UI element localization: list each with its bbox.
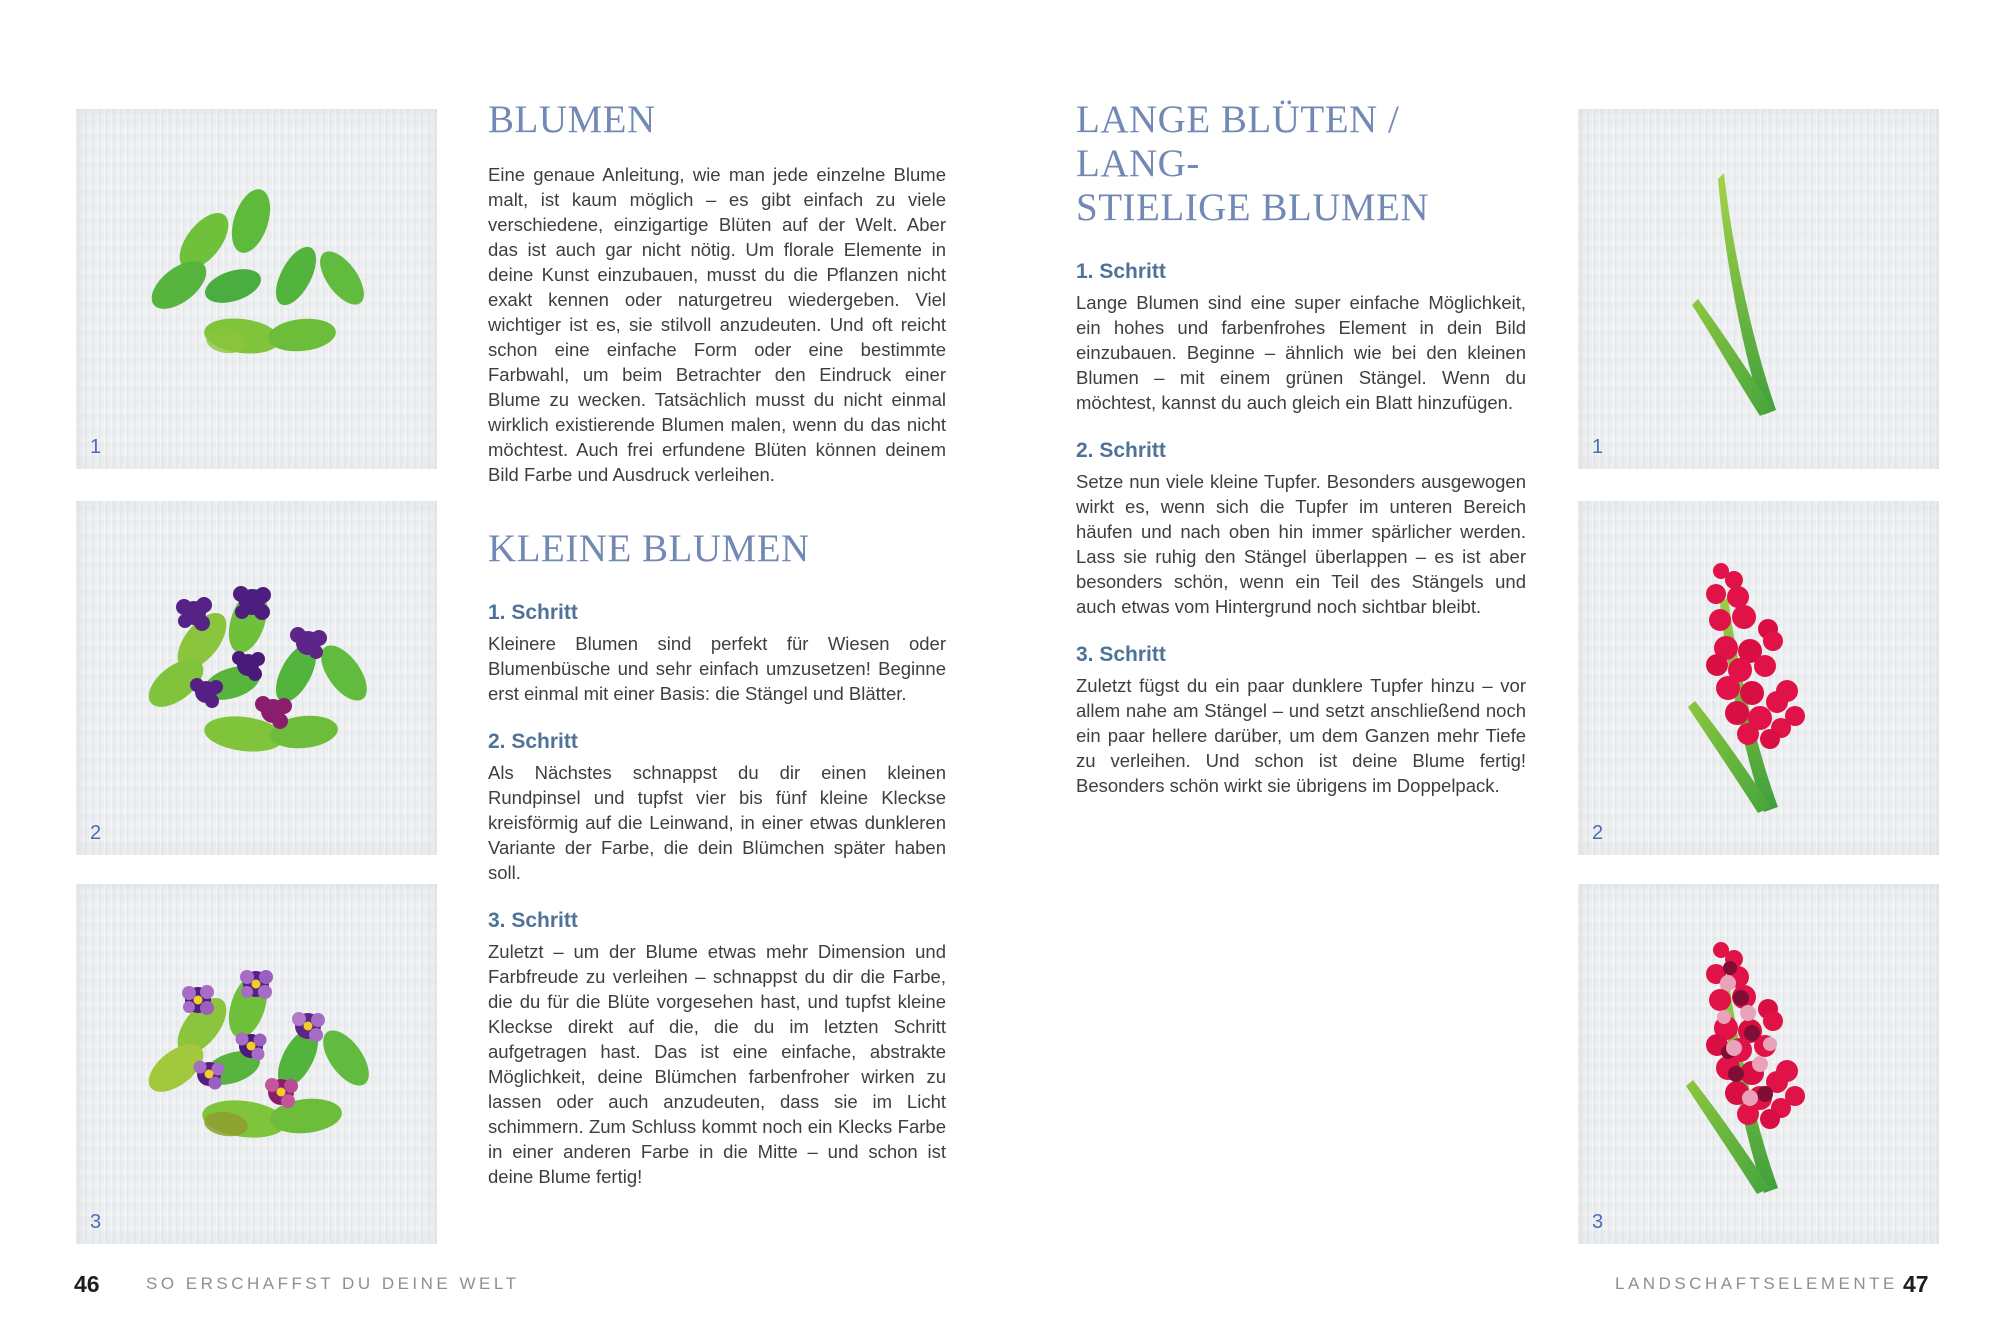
figure-number: 2 bbox=[1592, 822, 1604, 844]
stem-group bbox=[1692, 173, 1776, 416]
step-label-3: 3. Schritt bbox=[1076, 643, 1166, 667]
figure-small-flowers-step1 bbox=[76, 109, 437, 469]
step-text-3: Zuletzt fügst du ein paar dunklere Tupfer hinzu – vor allem nahe am Stängel – und setzt anschließend noch ein paar hellere darüber, um dem Ganzen mehr Tiefe zu verleihen. Und schon ist deine Blume fertig! Besonders schön wirkt sie übrigens im Doppelpack. bbox=[1076, 675, 1526, 797]
figure-number: 1 bbox=[90, 436, 102, 458]
painting-green-stem bbox=[1578, 109, 1939, 469]
figure-number: 2 bbox=[90, 822, 102, 844]
heading-line2: STIELIGE BLUMEN bbox=[1076, 186, 1430, 230]
painting-red-dot-spike bbox=[1578, 501, 1939, 855]
intro-paragraph: Eine genaue Anleitung, wie man jede einzelne Blume malt, ist kaum möglich – es gibt einfach zu viele verschiedene, einzigartige Blüten auf der Welt. Aber das ist auch gar nicht nötig. Um florale Elemente in deine Kunst einzubauen, musst du die Pflanzen nicht exakt kennen oder naturgetreu wiedergeben. Viel wichtiger ist es, sie stilvoll anzudeuten. Und oft reicht schon eine einfache Form oder eine bestimmte Farbwahl, um beim Betrachter den Eindruck einer Blume zu wecken. Tatsächlich musst du nicht einmal wirklich existierende Blumen malen, wenn du das nicht möchtest. Auch frei erfundene Blüten können deinem Bild Farbe und Ausdruck verleihen. bbox=[488, 164, 946, 486]
figure-small-flowers-step2 bbox=[76, 501, 437, 855]
painting-finished-purple-flowers bbox=[76, 884, 437, 1244]
step-label-2: 2. Schritt bbox=[488, 730, 578, 754]
heading-kleine-blumen: KLEINE BLUMEN bbox=[488, 527, 810, 571]
heading-blumen: BLUMEN bbox=[488, 98, 656, 141]
figure-long-flower-step1 bbox=[1578, 109, 1939, 469]
figure-long-flower-step3 bbox=[1578, 884, 1939, 1244]
leaves-group bbox=[143, 184, 372, 357]
step-text-2: Setze nun viele kleine Tupfer. Besonders ausgewogen wirkt es, wenn sich die Tupfer im unteren Bereich häufen und nach oben hin immer spärlicher werden. Lass sie ruhig den Stängel überlappen – es ist aber besonders schön, wenn ein Teil des Stängels und auch etwas vom Hintergrund noch sichtbar bleibt. bbox=[1076, 471, 1526, 618]
right-running-title: LANDSCHAFTSELEMENTE bbox=[1615, 1274, 1898, 1293]
right-text-column bbox=[1076, 98, 1526, 798]
figure-number: 3 bbox=[1592, 1211, 1604, 1233]
step-text-2: Als Nächstes schnappst du dir einen kleinen Rundpinsel und tupfst vier bis fünf kleine Kleckse kreisförmig auf die Leinwand, in einer etwas dunkleren Variante der Farbe, die dein Blümchen später haben soll. bbox=[488, 762, 946, 884]
painting-leaf-strokes bbox=[76, 109, 437, 469]
step-label-2: 2. Schritt bbox=[1076, 439, 1166, 463]
step-text-1: Lange Blumen sind eine super einfache Möglichkeit, ein hohes und farbenfrohes Element in dein Bild einzubauen. Beginne – ähnlich wie bei den kleinen Blumen – mit einem grünen Stängel. Wenn du möchtest, kannst du auch gleich ein Blatt hinzufügen. bbox=[1076, 292, 1526, 414]
figure-number: 1 bbox=[1592, 436, 1604, 458]
left-text-column bbox=[488, 98, 946, 1189]
left-running-title: SO ERSCHAFFST DU DEINE WELT bbox=[146, 1274, 520, 1293]
painting-finished-red-spike bbox=[1578, 884, 1939, 1244]
red-dots-group bbox=[1706, 563, 1805, 749]
left-page-number: 46 bbox=[74, 1271, 100, 1297]
heading-lange-blueten bbox=[1076, 98, 1526, 230]
step-label-1: 1. Schritt bbox=[1076, 260, 1166, 284]
step-label-3: 3. Schritt bbox=[488, 909, 578, 933]
figure-long-flower-step2 bbox=[1578, 501, 1939, 855]
step-text-1: Kleinere Blumen sind perfekt für Wiesen oder Blumenbüsche und sehr einfach umzusetzen! Beginne erst einmal mit einer Basis: die Stängel und Blätter. bbox=[488, 633, 946, 705]
step-label-1: 1. Schritt bbox=[488, 601, 578, 625]
step-text-3: Zuletzt – um der Blume etwas mehr Dimension und Farbfreude zu verleihen – schnappst du dir die Farbe, die du für die Blüte vorgesehen hast, und tupfst kleine Kleckse direkt auf die, die du im letzten Schritt aufgetragen hast. Das ist eine einfache, abstrakte Möglichkeit, deine Blümchen farbenfroher wirken zu lassen oder auch anzudeuten, dass sie im Licht schimmern. Zum Schluss kommt noch ein Klecks Farbe in einer anderen Farbe in die Mitte – und schon ist deine Blume fertig! bbox=[488, 941, 946, 1188]
figure-small-flowers-step3 bbox=[76, 884, 437, 1244]
painting-dark-dots-on-leaves bbox=[76, 501, 437, 855]
heading-line1: LANGE BLÜTEN / LANG- bbox=[1076, 98, 1400, 186]
figure-number: 3 bbox=[90, 1211, 102, 1233]
right-page-number: 47 bbox=[1903, 1271, 1929, 1297]
